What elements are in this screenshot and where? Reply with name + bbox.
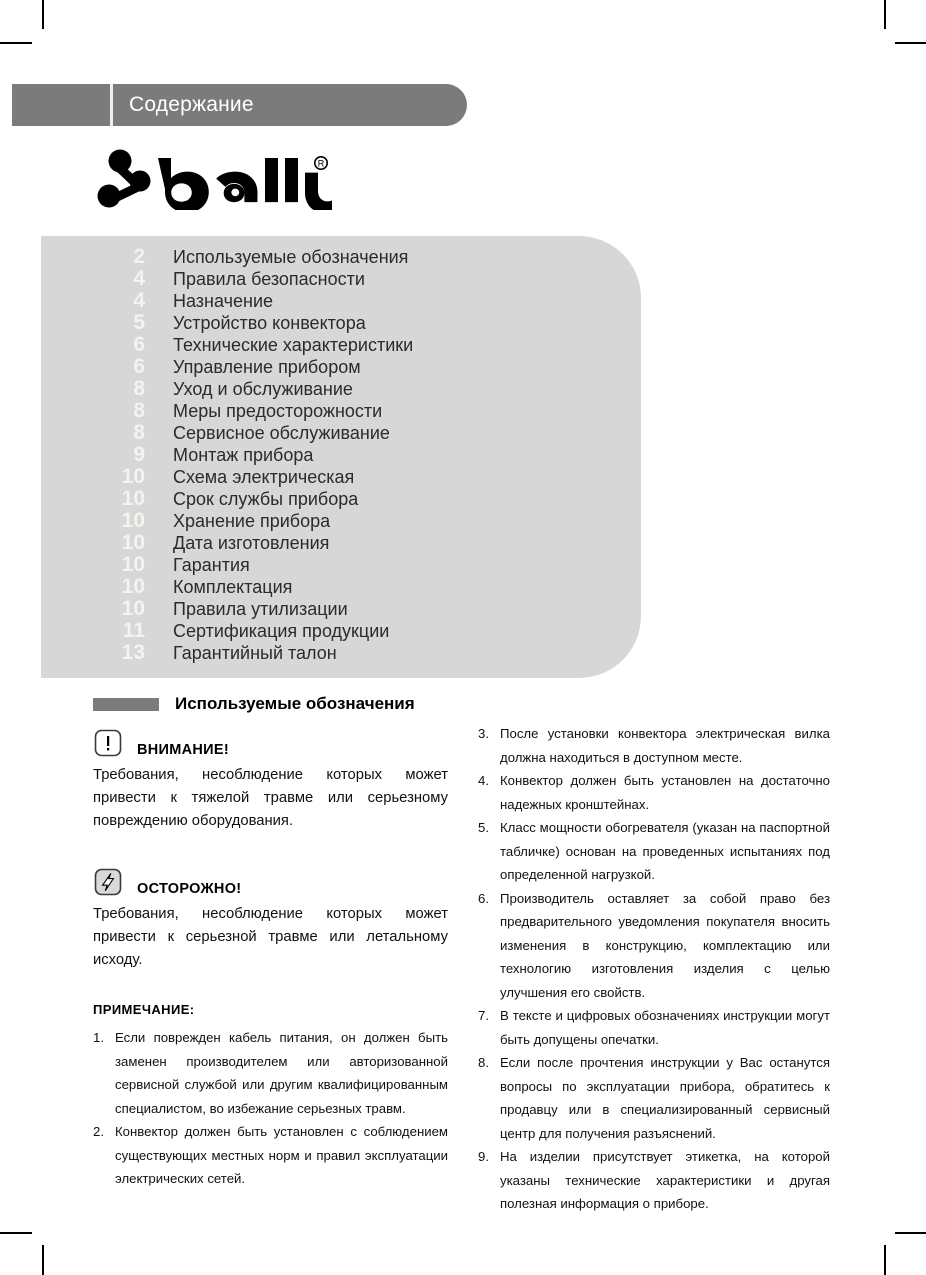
notes-list-left xyxy=(93,1026,448,1191)
note-number: 9. xyxy=(478,1149,489,1164)
toc-page-number: 10 xyxy=(121,575,145,598)
toc-row[interactable] xyxy=(111,246,631,268)
note-number: 4. xyxy=(478,773,489,788)
spacer xyxy=(93,976,448,1002)
notice-caution-header xyxy=(93,865,448,899)
toc-page-number: 8 xyxy=(133,421,145,444)
toc-entry-label: Меры предосторожности xyxy=(173,401,383,421)
notice-caution-body: Требования, несоблюдение которых может привести к серьезной травме или летальному исходу. xyxy=(93,906,448,968)
toc-entry-label: Гарантия xyxy=(173,555,250,575)
note-number: 1. xyxy=(93,1030,104,1045)
page-title: Содержание xyxy=(129,93,254,116)
toc-row[interactable] xyxy=(111,466,631,488)
note-number: 3. xyxy=(478,726,489,741)
toc-page-number: 13 xyxy=(121,641,145,664)
section-heading-bar xyxy=(93,698,159,711)
toc-page-number: 10 xyxy=(121,553,145,576)
note-text: После установки конвектора электрическая вилка должна находиться в доступном месте. xyxy=(500,726,830,765)
notice-caution-title: ОСТОРОЖНО! xyxy=(137,881,242,897)
toc-page-number: 5 xyxy=(133,311,145,334)
note-item xyxy=(478,887,830,1005)
note-item xyxy=(93,1026,448,1120)
toc-entry-label: Срок службы прибора xyxy=(173,489,359,509)
toc-entry-label: Сертификация продукции xyxy=(173,621,390,641)
content-column-right xyxy=(478,722,830,1216)
note-text: Если после прочтения инструкции у Вас останутся вопросы по эксплуатации прибора, обратитесь к продавцу или в специализированный сервисный центр для получения разъяснений. xyxy=(500,1055,830,1141)
crop-mark-top-left-horizontal xyxy=(0,42,32,44)
note-number: 7. xyxy=(478,1008,489,1023)
toc-entry-label: Схема электрическая xyxy=(173,467,355,487)
toc-entry-label: Уход и обслуживание xyxy=(173,379,353,399)
toc-row[interactable] xyxy=(111,290,631,312)
toc-entry-label: Технические характеристики xyxy=(173,335,414,355)
page-header-bar xyxy=(12,84,467,126)
toc-page-number: 11 xyxy=(122,619,145,642)
toc-row[interactable] xyxy=(111,510,631,532)
note-text: В тексте и цифровых обозначениях инструкции могут быть допущены опечатки. xyxy=(500,1008,830,1047)
toc-row[interactable] xyxy=(111,642,631,664)
crop-mark-top-left-vertical xyxy=(42,0,44,29)
note-text: Если поврежден кабель питания, он должен быть заменен производителем или авторизованной сервисной службой или другим квалифицированным специалистом, во избежание серьезных травм. xyxy=(115,1030,448,1116)
toc-page-number: 10 xyxy=(121,487,145,510)
toc-row[interactable] xyxy=(111,400,631,422)
note-item xyxy=(478,769,830,816)
content-column-left xyxy=(93,726,448,1191)
note-item xyxy=(478,1051,830,1145)
ballu-logo-svg xyxy=(95,148,335,210)
crop-mark-bottom-right-vertical xyxy=(884,1245,886,1275)
note-number: 6. xyxy=(478,890,489,906)
toc-page-number: 6 xyxy=(133,355,145,378)
note-item xyxy=(478,722,830,769)
toc-entry-label: Монтаж прибора xyxy=(173,445,314,465)
toc-row[interactable] xyxy=(111,488,631,510)
toc-row[interactable] xyxy=(111,554,631,576)
toc-page-number: 6 xyxy=(133,333,145,356)
notes-heading: ПРИМЕЧАНИЕ: xyxy=(93,1002,195,1017)
note-text: Конвектор должен быть установлен с соблюдением существующих местных норм и правил эксплуатации электрических сетей. xyxy=(115,1124,448,1186)
note-item xyxy=(478,816,830,887)
note-text: Класс мощности обогревателя (указан на паспортной табличке) основан на проведенных испытаниях под определенной нагрузкой. xyxy=(500,820,830,882)
toc-page-number: 9 xyxy=(133,443,145,466)
crop-mark-top-right-horizontal xyxy=(895,42,926,44)
table-of-contents-panel xyxy=(41,236,641,678)
ballu-logo xyxy=(95,148,335,210)
toc-row[interactable] xyxy=(111,444,631,466)
note-item xyxy=(478,1004,830,1051)
crop-mark-bottom-right-horizontal xyxy=(895,1232,926,1234)
toc-row[interactable] xyxy=(111,576,631,598)
note-number: 5. xyxy=(478,820,489,835)
toc-entry-label: Правила безопасности xyxy=(173,269,365,289)
toc-row[interactable] xyxy=(111,598,631,620)
toc-page-number: 2 xyxy=(133,245,145,268)
toc-entry-label: Хранение прибора xyxy=(173,511,331,531)
toc-entry-label: Назначение xyxy=(173,291,274,311)
note-number: 8. xyxy=(478,1055,489,1070)
note-item xyxy=(93,1120,448,1191)
header-divider xyxy=(110,84,113,126)
section-heading-text: Используемые обозначения xyxy=(175,694,415,713)
toc-entry-label: Комплектация xyxy=(173,577,293,597)
note-item xyxy=(478,1145,830,1216)
note-text: Производитель оставляет за собой право без предварительного уведомления покупателя вносить изменения в конструкцию, комплектацию или технологию изготовления изделия с целью улучшения его свойств. xyxy=(500,890,830,1000)
toc-page-number: 10 xyxy=(121,465,145,488)
toc-row[interactable] xyxy=(111,334,631,356)
notice-attention-title: ВНИМАНИЕ! xyxy=(137,742,230,758)
toc-entry-label: Устройство конвектора xyxy=(173,313,366,333)
notes-list-right xyxy=(478,722,830,1216)
toc-page-number: 10 xyxy=(121,531,145,554)
notice-attention xyxy=(93,726,448,833)
notice-attention-header xyxy=(93,726,448,760)
toc-row[interactable] xyxy=(111,422,631,444)
toc-page-number: 8 xyxy=(133,399,145,422)
toc-row[interactable] xyxy=(111,312,631,334)
toc-row[interactable] xyxy=(111,620,631,642)
toc-entry-label: Правила утилизации xyxy=(173,599,348,619)
crop-mark-bottom-left-horizontal xyxy=(0,1232,32,1234)
toc-page-number: 8 xyxy=(133,377,145,400)
exclamation-box-icon xyxy=(93,728,123,758)
crop-mark-top-right-vertical xyxy=(884,0,886,29)
crop-mark-bottom-left-vertical xyxy=(42,1245,44,1275)
notice-caution xyxy=(93,865,448,972)
note-number: 2. xyxy=(93,1124,104,1139)
toc-entry-label: Используемые обозначения xyxy=(173,247,409,267)
lightning-box-icon xyxy=(93,867,123,897)
toc-page-number: 4 xyxy=(133,289,145,312)
toc-row[interactable] xyxy=(111,378,631,400)
notice-attention-body: Требования, несоблюдение которых может привести к тяжелой травме или серьезному повреждению оборудования. xyxy=(93,767,448,829)
note-text: На изделии присутствует этикетка, на которой указаны технические характеристики и другая полезная информация о приборе. xyxy=(500,1149,830,1211)
toc-row[interactable] xyxy=(111,532,631,554)
section-heading xyxy=(93,694,415,714)
toc-row[interactable] xyxy=(111,356,631,378)
toc-entry-label: Управление прибором xyxy=(173,357,361,377)
toc-entry-label: Дата изготовления xyxy=(173,533,330,553)
toc-entry-label: Гарантийный талон xyxy=(173,643,337,663)
toc-row[interactable] xyxy=(111,268,631,290)
toc-page-number: 10 xyxy=(121,597,145,620)
toc-page-number: 10 xyxy=(121,509,145,532)
table-of-contents-list xyxy=(111,246,631,664)
note-text: Конвектор должен быть установлен на достаточно надежных кронштейнах. xyxy=(500,773,830,812)
svg-text:R: R xyxy=(317,158,325,169)
spacer xyxy=(93,837,448,865)
toc-entry-label: Сервисное обслуживание xyxy=(173,423,390,443)
toc-page-number: 4 xyxy=(133,267,145,290)
